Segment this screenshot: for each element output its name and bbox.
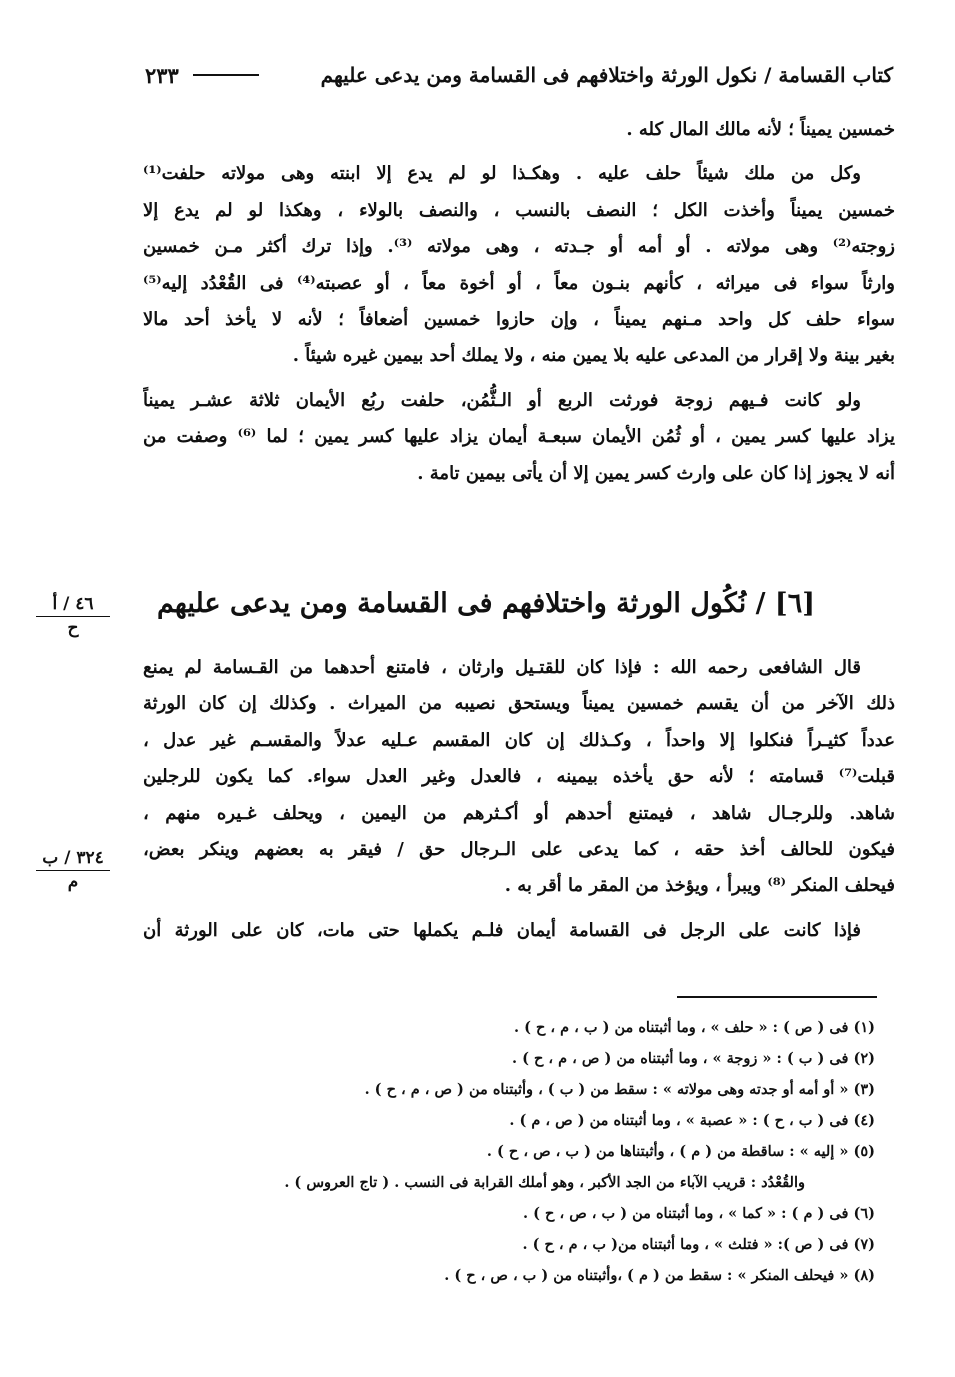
- margin-note-manuscript: ح: [67, 618, 79, 638]
- paragraph: [143, 112, 895, 148]
- body-text-top: [143, 112, 895, 492]
- text-line: بغير بينة ولا إقرار من المدعى عليه بلا يمين منه ، ولا يملك أحد بيمين غيره شيئاً .: [292, 345, 895, 367]
- footnote-gloss: والقُعْدُد : قريب الآباء من الجد الأكبر ، وهو أملك القرابة فى النسب . ( تاج العروس ) .: [284, 1174, 805, 1191]
- text-line: فيحلف المنكر ⁽⁸⁾ ويبرأ ، ويؤخذ من المقر ما أقر به .: [504, 875, 895, 897]
- text-line: خمسين يميناً ؛ لأنه مالك المال كله .: [626, 119, 895, 140]
- paragraph: [143, 383, 895, 492]
- margin-note-folio: ٣٢٤ / ب: [36, 848, 110, 871]
- section-title: [٦] / نُكُول الورثة واختلافهم فى القسامة ومن يدعى عليهم: [156, 588, 815, 619]
- text-line: عدداً كثيـراً فنكلوا إلا واحداً ، وكـذلك إن كان المقسم عـليه عدلاً والمقسـم غير عدل ،: [143, 729, 895, 751]
- text-line: فإذا كانت على الرجل فى القسامة أيمان فلـم يكملها حتى مات، كان على الورثة أن: [143, 919, 861, 941]
- text-line: وكل من ملك شيئاً حلف عليه . وهكـذا لو لم يدع إلا ابنته وهى مولاته حلفت⁽¹⁾: [143, 163, 861, 185]
- text-line: فيكون للحالف أخذ حقه ، كما يدعى على الـرجال حق / فيقر به بعضهم وينكر بعض،: [143, 839, 895, 861]
- text-line: يزاد عليها كسر يمين ، أو ثُمُن الأيمان سبعـة أيمان يزاد عليها كسر يمين ؛ لما ⁽⁶⁾ وصفت من: [143, 426, 895, 448]
- margin-note-manuscript: م: [67, 872, 79, 892]
- text-line: قبلت⁽⁷⁾ قسامته ؛ لأنه حق يأخذه بيمينه ، فالعدل وغير العدل سواء. كما يكون للرجلين: [143, 766, 895, 788]
- text-line: خمسين يميناً وأخذت الكل ؛ النصف بالنسب ، والنصف بالولاء ، وهكذا لو لم يدع إلا: [143, 199, 895, 221]
- footnote: (٢) فى ( ب ) : « زوجة » ، وما أثبتناه من ( ص ، م ، ح ) .: [512, 1050, 875, 1067]
- footnote-divider: [677, 996, 877, 998]
- text-line: ولو كانت فـيهم زوجة فورثت الربع أو الـثُّمُن، حلفت ربُع الأيمان ثلاثة عشـر يميناً: [143, 389, 861, 411]
- text-line: سواء حلف كل واحد مـنهم يميناً ، وإن حازوا خمسين أضعافاً ؛ لأنه لا يأخذ أحد مالا: [143, 309, 895, 331]
- margin-note: [36, 848, 110, 892]
- text-line: أنه لا يجوز إذا كان على وارث كسر يمين إلا أن يأتى بيمين تامة .: [417, 462, 895, 484]
- footnote: (٤) فى ( ب ، ح ) : « عصبة » ، وما أثبتناه من ( ص ، م ) .: [509, 1112, 875, 1129]
- footnote: (٨) « فيحلف المنكر » : سقط من ( م ) ،وأثبتناه من ( ب ، ص ، ح ) .: [444, 1267, 875, 1284]
- footnote: (٣) « أو أمه أو جدته وهى مولاته » : سقط من ( ب ) ، وأثبتناه من ( ص ، م ، ح ) .: [364, 1081, 875, 1098]
- footnote: (٥) « إليه » : ساقطة من ( م ) ، وأثبتناها من ( ب ، ص ، ح ) .: [486, 1143, 875, 1160]
- footnote: (٧) فى ( ص ): « فتلث » ، وما أثبتناه من( ب ، م ، ح ) .: [522, 1236, 875, 1253]
- header-rule: [193, 74, 259, 76]
- paragraph: [143, 913, 895, 949]
- paragraph: [143, 650, 895, 905]
- paragraph: [143, 156, 895, 374]
- text-line: قال الشافعى رحمه الله : فإذا كان للقتـيل وارثان ، فامتنع أحدهما من القـسامة لم يمنع: [143, 657, 861, 678]
- margin-note: [36, 594, 110, 638]
- text-line: زوجته⁽²⁾ وهى مولاته . أو أمه أو جـدته ، وهى مولاته ⁽³⁾. وإذا ترك أكثر مـن خمسين: [143, 236, 895, 258]
- page-number: ٢٣٣: [145, 62, 179, 88]
- text-line: شاهد. وللرجـال شاهد ، فيمتنع أحدهم أو أكـثرهم من اليمين ، ويحلف غـيره منهم ،: [143, 802, 895, 824]
- footnote: (٦) فى ( م ) : « كما » ، وما أثبتناه من ( ب ، ص ، ح ) .: [523, 1205, 875, 1222]
- footnotes: [155, 1012, 875, 1291]
- text-line: وارثاً سواء فى ميراثه ، كأنهم بنـون معاً ، أو أخوة معاً ، أو عصبته⁽⁴⁾ فى القُعْدُد إليه⁽⁵⁾: [143, 272, 895, 294]
- footnote: (١) فى ( ص ) : « حلف » ، وما أثبتناه من ( ب ، م ، ح ) .: [513, 1019, 875, 1036]
- header-title: كتاب القسامة / نكول الورثة واختلافهم فى القسامة ومن يدعى عليهم: [320, 63, 893, 87]
- body-text-bottom: [143, 650, 895, 949]
- text-line: ذلك الآخر من أن يقسم خمسين يميناً ويستحق نصيبه من الميراث . وكذلك إن كان الورثة: [143, 693, 895, 715]
- running-header: [145, 58, 893, 92]
- margin-note-folio: ٤٦ / أ: [36, 594, 110, 617]
